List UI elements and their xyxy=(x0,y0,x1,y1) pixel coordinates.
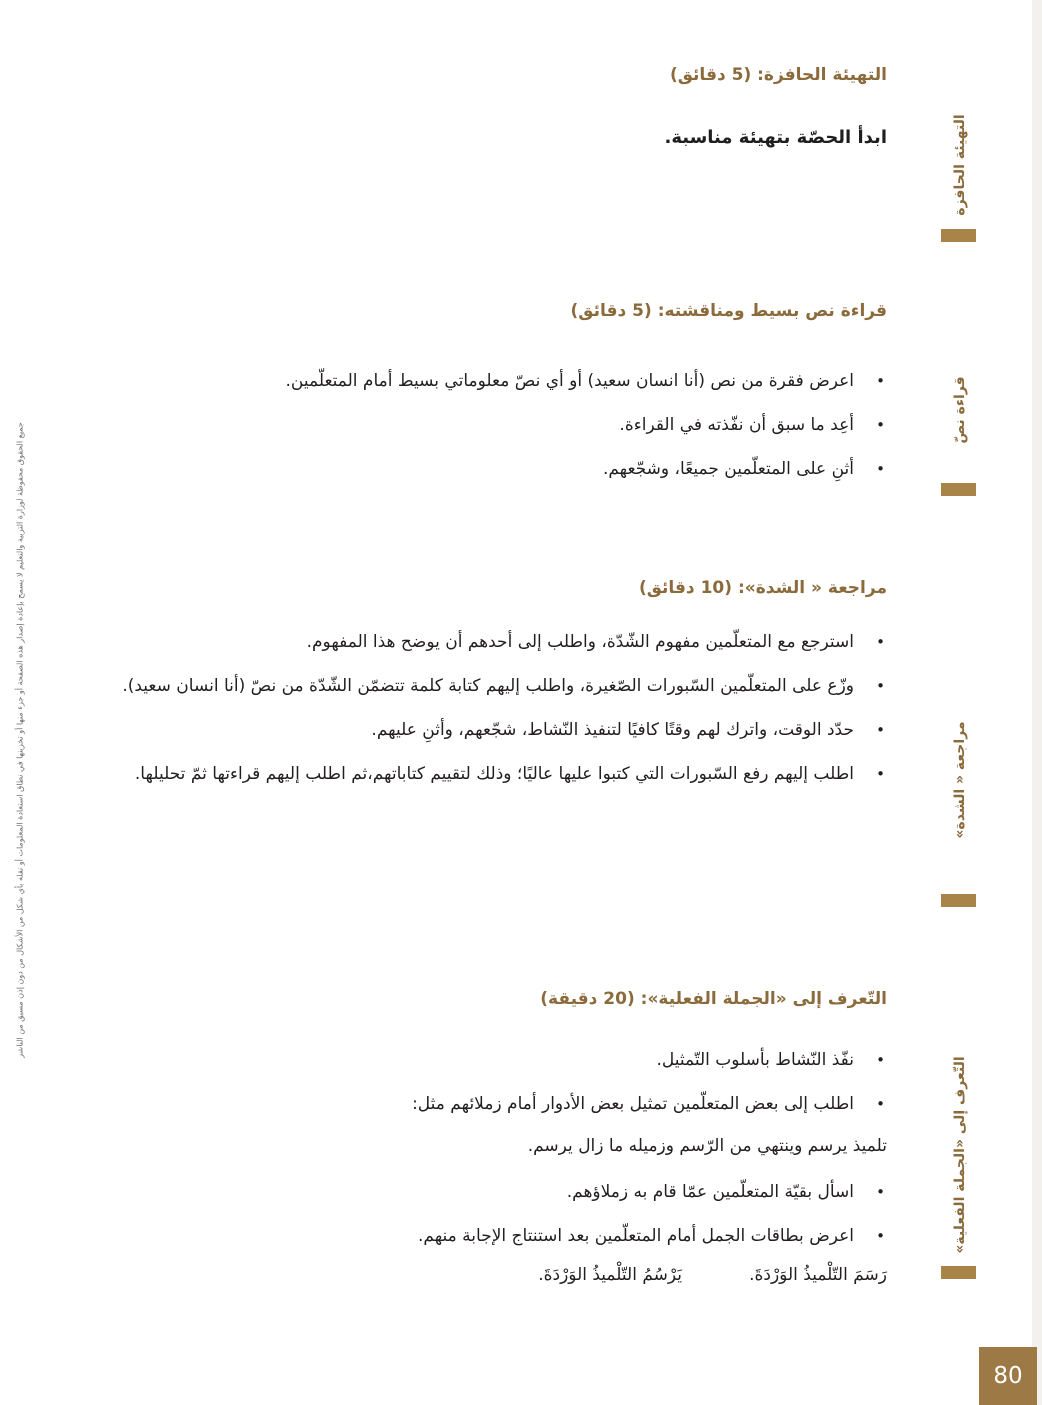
side-label-shadda: مراجعة « الشدة» xyxy=(952,721,968,839)
side-bar-shadda xyxy=(941,894,976,907)
side-bar-reading xyxy=(941,483,976,496)
motivation-text: ابدأ الحصّة بتهيئة مناسبة. xyxy=(664,127,887,148)
example-sentence-present: يَرْسُمُ التّلْميذُ الوَرْدَةَ. xyxy=(538,1265,682,1285)
example-line: تلميذ يرسم وينتهي من الرّسم وزميله ما زال يرسم. xyxy=(527,1136,887,1156)
side-label-verbal-sentence: التّعرف إلى «الجملة الفعلية» xyxy=(952,1056,968,1254)
reading-list xyxy=(167,359,887,491)
side-bar-verbal-sentence xyxy=(941,1266,976,1279)
heading-verbal-sentence: التّعرف إلى «الجملة الفعلية»: (20 دقيقة) xyxy=(540,989,887,1009)
side-bar-motivation xyxy=(941,229,976,242)
list-item: • اعرض بطاقات الجمل أمام المتعلّمين بعد استنتاج الإجابة منهم. xyxy=(167,1214,887,1258)
list-item: • اسأل بقيّة المتعلّمين عمّا قام به زملاؤهم. xyxy=(167,1170,887,1214)
shadda-list xyxy=(107,620,887,796)
verbal-sentence-list-a xyxy=(167,1038,887,1126)
list-item: • نفّذ النّشاط بأسلوب التّمثيل. xyxy=(167,1038,887,1082)
list-item: • أعِد ما سبق أن نفّذته في القراءة. xyxy=(167,403,887,447)
list-item: • اعرض فقرة من نص (أنا انسان سعيد) أو أي نصّ معلوماتي بسيط أمام المتعلّمين. xyxy=(167,359,887,403)
heading-shadda: مراجعة « الشدة»: (10 دقائق) xyxy=(638,578,887,598)
side-label-reading: قراءة نصّ xyxy=(952,376,968,444)
copyright-notice: جميع الحقوق محفوظة لوزارة التربية والتعليم لا يسمح بإعادة إصدار هذه الصفحة أو جزء منها أو تخزينها في نطاق استعادة المعلومات أو نقله بأي شكل من الأشكال من دون إذن مسبق من الناشر xyxy=(15,422,25,1058)
verbal-sentence-list-b xyxy=(167,1170,887,1258)
example-sentence-past: رَسَمَ التّلْميذُ الوَرْدَةَ. xyxy=(749,1265,887,1285)
page-edge xyxy=(1032,0,1042,1405)
side-label-motivation: التهيئة الحافزة xyxy=(952,114,968,216)
page-number: 80 xyxy=(979,1347,1037,1405)
list-item: • حدّد الوقت، واترك لهم وقتًا كافيًا لتنفيذ النّشاط، شجّعهم، وأثنِ عليهم. xyxy=(107,708,887,752)
list-item: • وزّع على المتعلّمين السّبورات الصّغيرة، واطلب إليهم كتابة كلمة تتضمّن الشّدّة من نصّ (أنا انسان سعيد). xyxy=(107,664,887,708)
list-item: • استرجع مع المتعلّمين مفهوم الشّدّة، واطلب إلى أحدهم أن يوضح هذا المفهوم. xyxy=(107,620,887,664)
list-item: • اطلب إلى بعض المتعلّمين تمثيل بعض الأدوار أمام زملائهم مثل: xyxy=(167,1082,887,1126)
list-item: • أثنِ على المتعلّمين جميعًا، وشجّعهم. xyxy=(167,447,887,491)
heading-motivation: التهيئة الحافزة: (5 دقائق) xyxy=(669,65,887,85)
heading-reading: قراءة نص بسيط ومناقشته: (5 دقائق) xyxy=(570,301,887,321)
list-item: • اطلب إليهم رفع السّبورات التي كتبوا عليها عاليًا؛ وذلك لتقييم كتاباتهم،ثم اطلب إليهم قراءتها ثمّ تحليلها. xyxy=(107,752,887,796)
